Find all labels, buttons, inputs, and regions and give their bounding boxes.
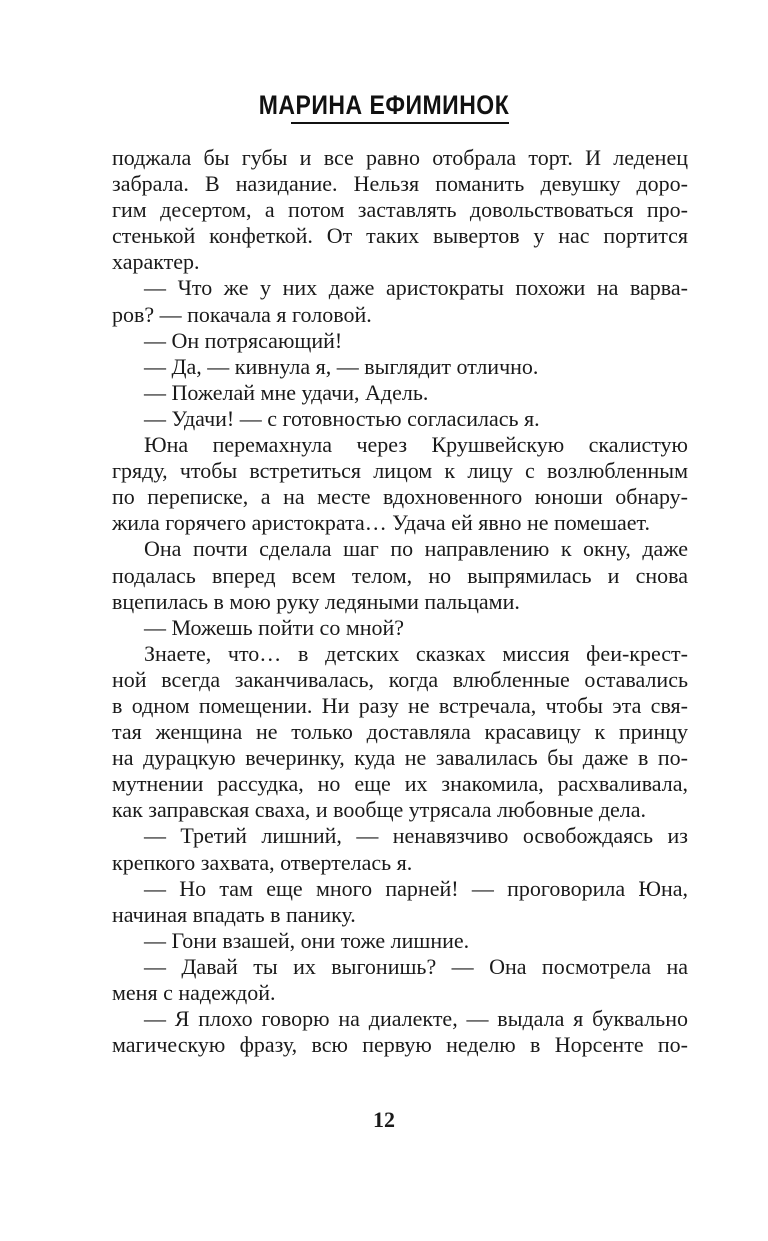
author-name: МАРИНА ЕФИМИНОК	[258, 89, 510, 120]
text-line: — Давай ты их выгонишь? — Она посмотрела на	[144, 953, 688, 979]
text-line: жила горячего аристократа… Удача ей явно не помешает.	[112, 510, 651, 536]
text-line: ров? — покачала я головой.	[112, 301, 372, 327]
text-line: — Что же у них даже аристократы похожи на варва-	[144, 275, 688, 301]
text-line: как заправская сваха, и вообще утрясала любовные дела.	[112, 797, 647, 823]
text-line: ной всегда заканчивалась, когда влюбленные оставались	[112, 666, 688, 692]
text-line: по переписке, а на месте вдохновенного юноши обнару-	[112, 484, 688, 510]
text-line: начиная впадать в панику.	[112, 901, 356, 927]
text-line: — Гони взашей, они тоже лишние.	[144, 927, 470, 953]
text-line: тая женщина не только доставляла красавицу к принцу	[112, 719, 688, 745]
text-line: — Я плохо говорю на диалекте, — выдала я буквально	[144, 1006, 688, 1032]
text-line: на дурацкую вечеринку, куда не завалилась бы даже в по-	[112, 745, 688, 771]
text-line: подалась вперед всем телом, но выпрямилась и снова	[112, 562, 688, 588]
text-line: вцепилась в мою руку ледяными пальцами.	[112, 588, 520, 614]
header-divider	[291, 122, 509, 124]
page-body-text	[112, 145, 688, 1058]
text-line: — Он потрясающий!	[144, 327, 343, 353]
text-line: — Удачи! — с готовностью согласилась я.	[144, 405, 540, 431]
running-header	[0, 89, 768, 120]
text-line: — Да, — кивнула я, — выглядит отлично.	[144, 353, 539, 379]
text-line: крепкого захвата, отвертелась я.	[112, 849, 413, 875]
text-line: — Можешь пойти со мной?	[144, 614, 405, 640]
text-line: — Но там еще много парней! — проговорила Юна,	[144, 875, 688, 901]
text-line: поджала бы губы и все равно отобрала торт. И леденец	[112, 145, 688, 170]
text-line: гим десертом, а потом заставлять довольствоваться про-	[112, 197, 688, 223]
text-line: — Пожелай мне удачи, Адель.	[144, 379, 429, 405]
text-line: магическую фразу, всю первую неделю в Норсенте по-	[112, 1032, 688, 1058]
text-line: меня с надеждой.	[112, 980, 276, 1005]
text-line: стенькой конфеткой. От таких вывертов у нас портится	[112, 223, 688, 249]
page-number: 12	[373, 1107, 395, 1132]
text-line: в одном помещении. Ни разу не встречала, чтобы эта свя-	[112, 692, 688, 718]
text-line: Она почти сделала шаг по направлению к окну, даже	[144, 536, 688, 562]
text-line: Знаете, что… в детских сказках миссия феи-крест-	[144, 640, 688, 666]
text-line: мутнении рассудка, но еще их знакомила, расхваливала,	[112, 771, 688, 797]
text-line: Юна перемахнула через Крушвейскую скалистую	[144, 432, 688, 458]
text-line: гряду, чтобы встретиться лицом к лицу с возлюбленным	[112, 458, 688, 484]
text-line: забрала. В назидание. Нельзя поманить девушку доро-	[112, 171, 688, 197]
text-line: характер.	[112, 249, 200, 275]
text-line: — Третий лишний, — ненавязчиво освобождаясь из	[144, 823, 688, 849]
